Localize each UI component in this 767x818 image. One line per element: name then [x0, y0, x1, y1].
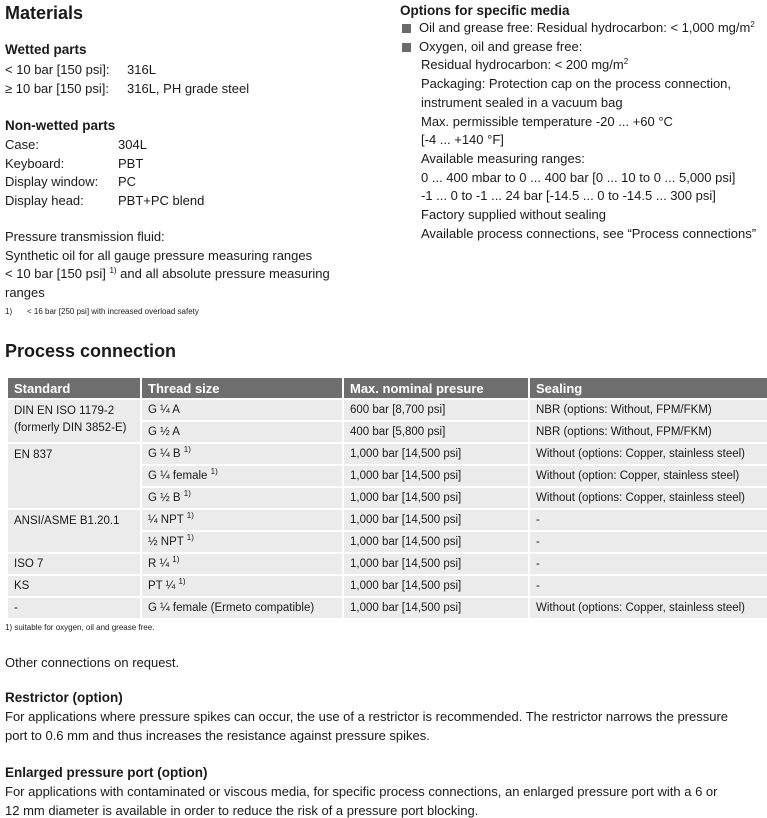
table-row	[8, 554, 767, 574]
col-header-standard: Standard	[8, 378, 140, 398]
pressure-cell: 1,000 bar [14,500 psi]	[344, 444, 528, 464]
options-list	[400, 19, 756, 243]
sealing-cell: Without (options: Copper, stainless steel)	[530, 598, 767, 618]
col-header-sealing: Sealing	[530, 378, 767, 398]
col-header-max-pressure: Max. nominal presure	[344, 378, 528, 398]
square-bullet-icon	[402, 24, 411, 33]
non-wetted-row: Case: 304L	[5, 137, 147, 152]
enlarged-port-heading: Enlarged pressure port (option)	[5, 765, 208, 780]
sealing-cell: Without (option: Copper, stainless steel)	[530, 466, 767, 486]
non-wetted-parts-heading: Non-wetted parts	[5, 118, 116, 133]
thread-cell: G ¼ female (Ermeto compatible)	[142, 598, 342, 618]
materials-title: Materials	[5, 3, 84, 23]
wetted-row: ≥ 10 bar [150 psi]: 316L, PH grade steel	[5, 80, 250, 96]
enlarged-port-text: For applications with contaminated or viscous media, for specific process connections, an enlarged pressure port with a 6 or 12 mm diameter is available in order to reduce the risk of a pressure port blocking.	[5, 784, 718, 818]
other-connections-note: Other connections on request.	[5, 655, 180, 670]
oxygen-details: Residual hydrocarbon: < 200 $mg/m^2$ Packaging: Protection cap on the process connection, instrument sealed in a vacuum bag Max. permissible temperature -20 ... +60 °C [-4 ... +140 °F] Available measuring ranges: 0 ... 400 mbar to 0 ... 400 bar [0 ... 10 to 0 ... 5,000 psi] -1 ... 0 to -1 ... 24 bar [-14.5 ... 0 to -14.5 ... 300 psi] Factory supplied without sealing Available process connections, see “Process connections”	[421, 57, 757, 241]
table-row	[8, 510, 767, 530]
process-connection-table	[6, 376, 767, 620]
table-row	[8, 598, 767, 618]
pressure-cell: 1,000 bar [14,500 psi]	[344, 598, 528, 618]
square-bullet-icon	[402, 43, 411, 52]
table-row	[8, 576, 767, 596]
wetted-parts-heading: Wetted parts	[5, 42, 87, 57]
pressure-cell: 1,000 bar [14,500 psi]	[344, 532, 528, 552]
pressure-cell: 600 bar [8,700 psi]	[344, 400, 528, 420]
standard-cell: EN 837	[8, 444, 140, 508]
thread-cell: G ¼ B $^{1)}$	[142, 444, 342, 464]
thread-cell: G ¼ A	[142, 400, 342, 420]
sealing-cell: -	[530, 510, 767, 530]
thread-cell: G ½ A	[142, 422, 342, 442]
standard-cell: KS	[8, 576, 140, 596]
thread-cell: ¼ NPT $^{1)}$	[142, 510, 342, 530]
option-item: Oxygen, oil and grease free:	[400, 38, 756, 57]
table-row	[8, 444, 767, 464]
sealing-cell: -	[530, 554, 767, 574]
sealing-cell: NBR (options: Without, FPM/FKM)	[530, 422, 767, 442]
thread-cell: G ½ B $^{1)}$	[142, 488, 342, 508]
col-header-thread-size: Thread size	[142, 378, 342, 398]
pressure-cell: 1,000 bar [14,500 psi]	[344, 554, 528, 574]
thread-cell: ½ NPT $^{1)}$	[142, 532, 342, 552]
thread-cell: R ¼ $^{1)}$	[142, 554, 342, 574]
process-connection-title: Process connection	[5, 341, 177, 361]
thread-cell: PT ¼ $^{1)}$	[142, 576, 342, 596]
standard-cell: -	[8, 598, 140, 618]
non-wetted-row: Keyboard: PBT	[5, 155, 144, 171]
pressure-cell: 1,000 bar [14,500 psi]	[344, 576, 528, 596]
standard-cell: ISO 7	[8, 554, 140, 574]
thread-cell: G ¼ female $^{1)}$	[142, 466, 342, 486]
wetted-row: < 10 bar [150 psi]: 316L	[5, 62, 156, 77]
non-wetted-row: Display head: PBT+PC blend	[5, 193, 205, 209]
restrictor-text: For applications where pressure spikes can occur, the use of a restrictor is recommended. The restrictor narrows the pressure port to 0.6 mm and thus increases the resistance against pressure spikes.	[5, 709, 729, 743]
table-header-row	[8, 378, 767, 398]
pressure-cell: 1,000 bar [14,500 psi]	[344, 466, 528, 486]
transmission-fluid-text: Pressure transmission fluid: Synthetic oil for all gauge pressure measuring ranges < 10 bar [150 psi] $^{1)}$ and all absolute pressure measuring ranges	[5, 229, 330, 301]
sealing-cell: -	[530, 532, 767, 552]
materials-footnote: 1) < 16 bar [250 psi] with increased overload safety	[5, 307, 199, 316]
sealing-cell: Without (options: Copper, stainless steel)	[530, 444, 767, 464]
non-wetted-parts-list	[5, 136, 204, 211]
non-wetted-row: Display window: PC	[5, 174, 137, 190]
pressure-cell: 1,000 bar [14,500 psi]	[344, 510, 528, 530]
restrictor-heading: Restrictor (option)	[5, 690, 123, 705]
pressure-cell: 1,000 bar [14,500 psi]	[344, 488, 528, 508]
sealing-cell: Without (options: Copper, stainless steel)	[530, 488, 767, 508]
sealing-cell: NBR (options: Without, FPM/FKM)	[530, 400, 767, 420]
sealing-cell: -	[530, 576, 767, 596]
option-item: Oil and grease free: Residual hydrocarbon: < 1,000 $mg/m^2$	[400, 19, 756, 38]
pressure-cell: 400 bar [5,800 psi]	[344, 422, 528, 442]
options-title: Options for specific media	[400, 3, 570, 18]
table-footnote: 1) suitable for oxygen, oil and grease free.	[5, 623, 155, 632]
wetted-parts-list	[5, 61, 249, 98]
standard-cell: DIN EN ISO 1179-2 (formerly DIN 3852-E)	[8, 400, 140, 442]
table-row	[8, 400, 767, 420]
standard-cell: ANSI/ASME B1.20.1	[8, 510, 140, 552]
